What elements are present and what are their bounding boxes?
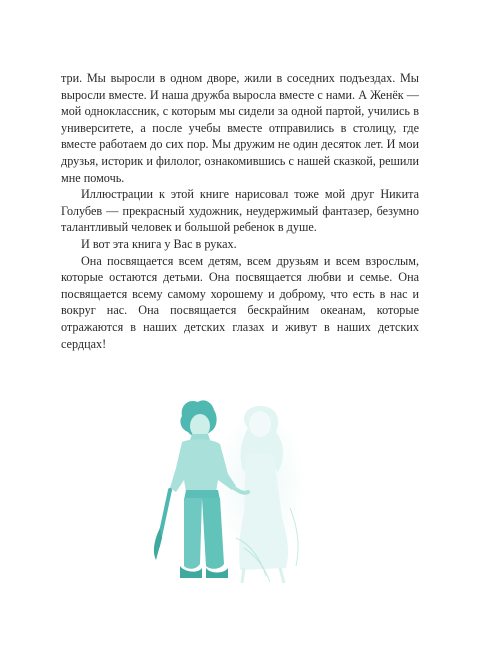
paragraph-book-in-hands: И вот эта книга у Вас в руках.: [81, 236, 237, 251]
paragraph-continuation: три. Мы выросли в одном дворе, жили в соседних подъездах. Мы выросли вместе. И наша дружба выросла вместе с нами. А Женёк — мой одноклассник, с которым мы сидели за одной партой, учились в университете, а после учебы вместе отправились в столицу, где вместе работаем до сих пор. Мы дружим не один десяток лет. И мои друзья, историк и филолог, ознакомившись с нашей сказкой, решили мне помочь.: [61, 71, 419, 185]
paragraph-dedication: Она посвящается всем детям, всем друзьям и всем взрослым, которые остаются детьми. Она посвящается любви и семье. Она посвящается всему самому хорошему и доброму, что есть в нас и вокруг нас. Она посвящается бескрайним океанам, которые отражаются в наших детских глазах и живут в наших детских сердцах!: [61, 253, 419, 351]
page-text: [61, 70, 419, 352]
children-illustration: [140, 388, 340, 588]
paragraph-illustrator: Иллюстрации к этой книге нарисовал тоже мой друг Никита Голубев — прекрасный художник, неудержимый фантазер, безумно талантливый человек и большой ребенок в душе.: [61, 187, 419, 235]
girl-figure: [215, 406, 305, 583]
